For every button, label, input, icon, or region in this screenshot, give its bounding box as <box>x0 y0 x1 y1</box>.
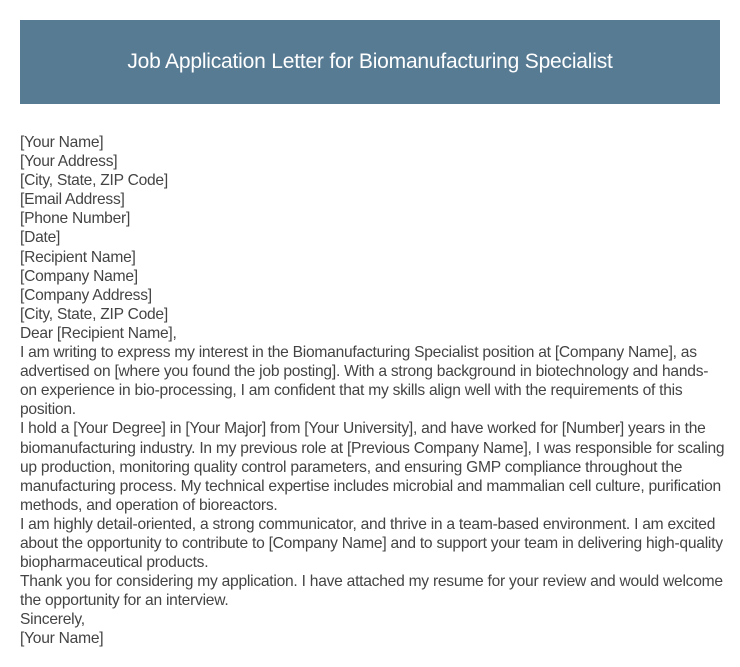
sender-name: [Your Name] <box>20 134 104 151</box>
letter-date: [Date] <box>20 229 61 247</box>
sender-email: [Email Address] <box>20 191 125 209</box>
paragraph-closing: Thank you for considering my application. I have attached my resume for your review and would welcome the opportunity for an interview. <box>20 573 723 610</box>
recipient-company: [Company Name] <box>20 267 138 285</box>
paragraph-qualities: I am highly detail-oriented, a strong communicator, and thrive in a team-based environment. I am excited about the opportunity to contribute to [Company Name] and to support your team in delivering high-quality biopharmaceutical products. <box>20 515 723 572</box>
sender-phone: [Phone Number] <box>20 210 131 228</box>
recipient-address: [Company Address] <box>20 286 152 304</box>
paragraph-intro: I am writing to express my interest in the Biomanufacturing Specialist position at [Company Name], as advertised on [where you found the job posting]. With a strong background in biotechnology and hands-on experience in bio-processing, I am confident that my skills align well with the requirements of this position. <box>20 344 709 419</box>
recipient-city-state-zip: [City, State, ZIP Code] <box>20 305 168 323</box>
closing: Sincerely, <box>20 611 85 629</box>
sender-address: [Your Address] <box>20 153 118 171</box>
title-banner <box>20 20 720 104</box>
page-title: Job Application Letter for Biomanufacturing Specialist <box>127 50 613 73</box>
salutation: Dear [Recipient Name], <box>20 324 177 342</box>
letter-body <box>20 133 725 649</box>
paragraph-experience: I hold a [Your Degree] in [Your Major] from [Your University], and have worked for [Number] years in the biomanufacturing industry. In my previous role at [Previous Company Name], I was responsible for scaling up production, monitoring quality control parameters, and ensuring GMP compliance throughout the manufacturing process. My technical expertise includes microbial and mammalian cell culture, purification methods, and operation of bioreactors. <box>20 420 725 514</box>
recipient-name: [Recipient Name] <box>20 248 136 266</box>
sender-city-state-zip: [City, State, ZIP Code] <box>20 172 168 190</box>
signature: [Your Name] <box>20 630 104 648</box>
